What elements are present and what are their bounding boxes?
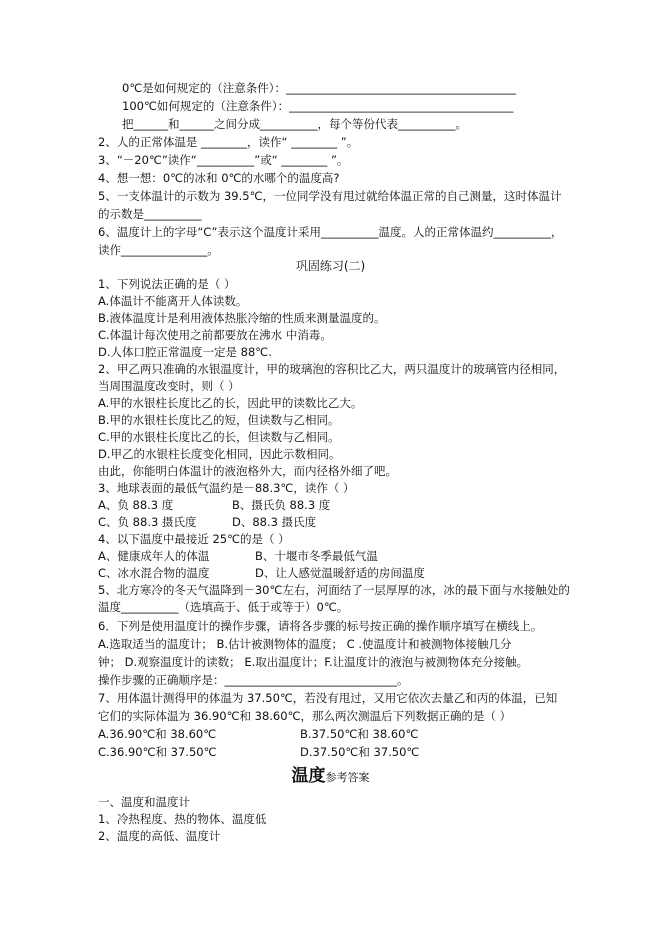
text-line: 5、一支体温计的示数为 39.5℃，一位同学没有甩过就给体温正常的自己测量，这时体温计 <box>98 189 562 203</box>
text-line: 它们的实际体温为 36.90℃和 38.60℃，那么两次测温后下列数据正确的是（ ） <box>98 709 512 723</box>
text-line: A.甲的水银柱长度比乙的长，因此甲的读数比乙大。 <box>98 396 363 410</box>
text-line: 1、下列说法正确的是（ ） <box>98 277 236 291</box>
text-line: 6、温度计上的字母“C”表示这个温度计采用__________温度。人的正常体温约__________， <box>98 225 563 239</box>
text-line: A.体温计不能离开人体读数。 <box>98 294 248 308</box>
answer-title-suffix: 参考答案 <box>325 771 370 784</box>
text-line: B.甲的水银柱长度比乙的短，但读数与乙相同。 <box>98 413 340 427</box>
text-line: 7、用体温计测得甲的体温为 37.50℃，若没有甩过，又用它依次去量乙和丙的体温，已知 <box>98 691 558 705</box>
answer-title <box>0 764 661 790</box>
text-line: 把______和______之间分成__________，每个等份代表__________。 <box>122 117 467 131</box>
option-b: B、十堰市冬季最低气温 <box>255 549 378 563</box>
text-line: 的示数是__________ <box>98 207 202 221</box>
text-line: 操作步骤的正确顺序是：______________________________。 <box>98 673 409 687</box>
text-line: 100℃如何规定的（注意条件）：_______________________________________ <box>122 99 514 113</box>
text-line: 3、“－20℃”读作“__________”或“ ________ ”。 <box>98 153 349 167</box>
text-line: B.液体温度计是利用液体热胀冷缩的性质来测量温度的。 <box>98 311 386 325</box>
option-a: A、负 88.3 度 <box>98 498 174 512</box>
text-line: C.甲的水银柱长度比乙的长，但读数与乙相同。 <box>98 430 340 444</box>
text-line: A.选取适当的温度计； B.估计被测物体的温度； C .使温度计和被测物体接触几分 <box>98 637 512 651</box>
text-line: 钟； D.观察温度计的读数； E.取出温度计；F.让温度计的液泡与被测物体充分接触。 <box>98 655 529 669</box>
text-line: 5、北方寒冷的冬天气温降到－30℃左右，河面结了一层厚厚的冰，冰的最下面与水接触处的 <box>98 583 570 597</box>
option-d: D、88.3 摄氏度 <box>232 515 317 529</box>
text-line: 1、冷热程度、热的物体、温度低 <box>98 812 267 826</box>
text-line: 4、以下温度中最接近 25℃的是（ ） <box>98 532 290 546</box>
option-d: D.37.50℃和 37.50℃ <box>300 745 420 759</box>
text-line: 3、地球表面的最低气温约是－88.3℃，读作（ ） <box>98 481 355 495</box>
text-line: 0℃是如何规定的（注意条件）：________________________________________ <box>122 81 516 95</box>
text-line: 2、甲乙两只准确的水银温度计，甲的玻璃泡的容积比乙大，两只温度计的玻璃管内径相同， <box>98 362 566 376</box>
section-title: 巩固练习(二) <box>295 259 366 273</box>
text-line: 温度__________（选填高于、低于或等于）0℃。 <box>98 600 349 614</box>
option-c: C、负 88.3 摄氏度 <box>98 515 197 529</box>
option-a: A.36.90℃和 38.60℃ <box>98 727 217 741</box>
text-line: 一、温度和温度计 <box>98 795 190 809</box>
text-line: 读作_______________。 <box>98 243 219 257</box>
option-c: C.36.90℃和 37.50℃ <box>98 745 217 759</box>
text-line: 由此，你能明白体温计的液泡格外大，而内径格外细了吧。 <box>98 464 397 478</box>
option-c: C、冰水混合物的温度 <box>98 566 210 580</box>
text-line: 2、温度的高低、温度计 <box>98 829 221 843</box>
text-line: 6．下列是使用温度计的操作步骤，请将各步骤的标号按正确的操作顺序填写在横线上。 <box>98 619 543 633</box>
option-b: B.37.50℃和 38.60℃ <box>300 727 419 741</box>
text-line: 2、人的正常体温是 ________，读作“ ________ ”。 <box>98 135 359 149</box>
text-line: D.人体口腔正常温度一定是 88℃. <box>98 345 272 359</box>
option-d: D、让人感觉温暖舒适的房间温度 <box>255 566 425 580</box>
text-line: 4、想一想：0℃的冰和 0℃的水哪个的温度高? <box>98 171 340 185</box>
answer-title-main: 温度 <box>291 766 326 786</box>
text-line: 当周围温度改变时，则（ ） <box>98 379 240 393</box>
option-b: B、摄氏负 88.3 度 <box>232 498 331 512</box>
text-line: D.甲乙的水银柱长度变化相同，因此示数相同。 <box>98 447 341 461</box>
option-a: A、健康成年人的体温 <box>98 549 210 563</box>
text-line: C.体温计每次使用之前都要放在沸水 中消毒。 <box>98 328 332 342</box>
